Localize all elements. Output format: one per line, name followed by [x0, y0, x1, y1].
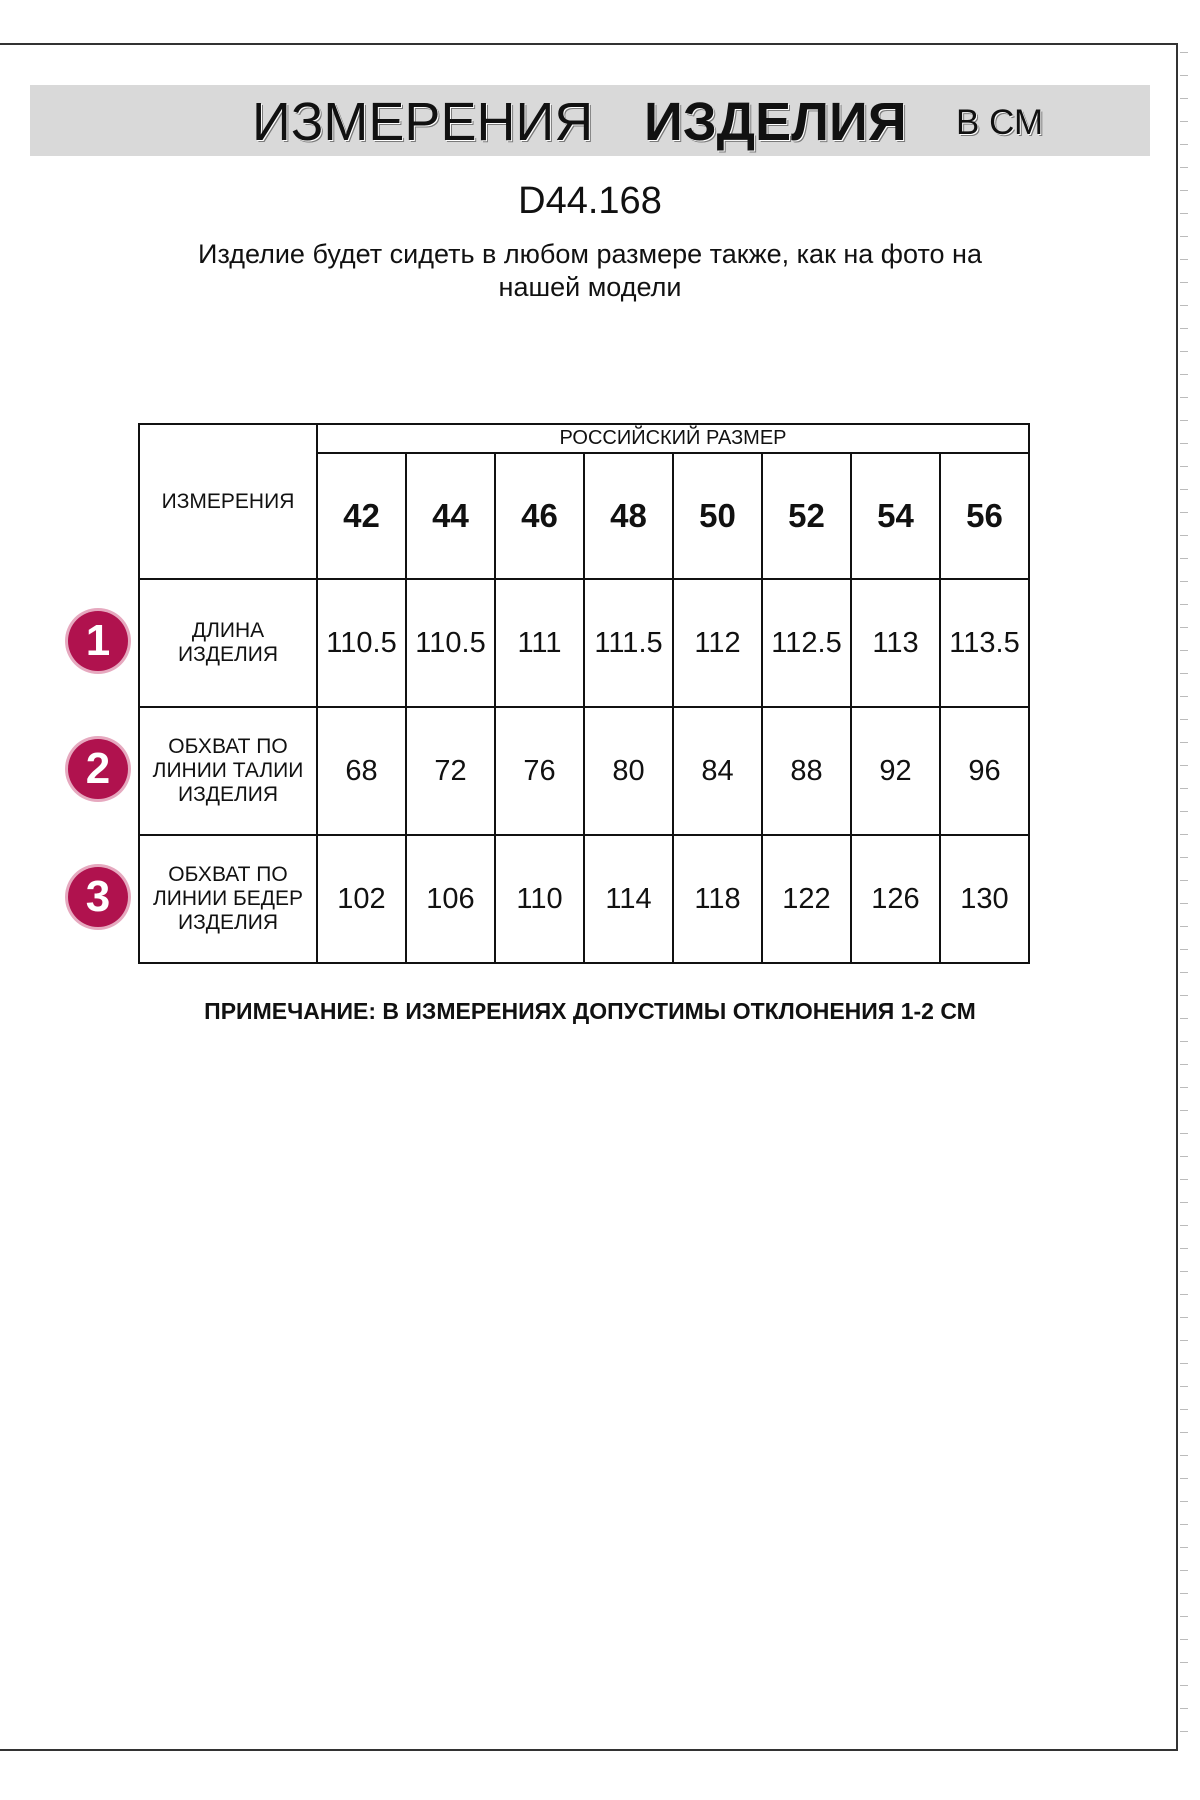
edge-tick — [1180, 1593, 1188, 1594]
edge-tick — [1180, 305, 1188, 306]
size-group-header: РОССИЙСКИЙ РАЗМЕР — [317, 424, 1029, 453]
table-cell: 106 — [406, 835, 495, 963]
table-cell: 80 — [584, 707, 673, 835]
edge-tick — [1180, 1018, 1188, 1019]
edge-tick — [1180, 1271, 1188, 1272]
edge-tick — [1180, 742, 1188, 743]
row-number-badge-1: 1 — [68, 611, 128, 671]
table-cell: 122 — [762, 835, 851, 963]
edge-tick — [1180, 420, 1188, 421]
edge-tick — [1180, 1087, 1188, 1088]
edge-tick — [1180, 1041, 1188, 1042]
edge-tick — [1180, 811, 1188, 812]
edge-tick — [1180, 1294, 1188, 1295]
edge-tick — [1180, 443, 1188, 444]
edge-tick — [1180, 1202, 1188, 1203]
banner-title-product: ИЗДЕЛИЯ — [644, 92, 907, 152]
table-cell: 112.5 — [762, 579, 851, 707]
table-cell: 76 — [495, 707, 584, 835]
edge-tick — [1180, 213, 1188, 214]
edge-tick — [1180, 374, 1188, 375]
table-cell: 126 — [851, 835, 940, 963]
edge-tick — [1180, 1409, 1188, 1410]
size-header: 50 — [673, 453, 762, 579]
article-code: D44.168 — [518, 180, 662, 222]
row-label-waist: ОБХВАТ ПО ЛИНИИ ТАЛИИ ИЗДЕЛИЯ — [139, 707, 317, 835]
edge-tick — [1180, 1156, 1188, 1157]
edge-tick — [1180, 1639, 1188, 1640]
edge-tick — [1180, 972, 1188, 973]
row-label-hips: ОБХВАТ ПО ЛИНИИ БЕДЕР ИЗДЕЛИЯ — [139, 835, 317, 963]
table-cell: 113.5 — [940, 579, 1029, 707]
banner-title-measurements: ИЗМЕРЕНИЯ — [252, 92, 594, 152]
edge-tick — [1180, 351, 1188, 352]
edge-tick — [1180, 489, 1188, 490]
table-row — [139, 579, 1029, 707]
table-row — [139, 707, 1029, 835]
table-cell: 111 — [495, 579, 584, 707]
edge-tick — [1180, 98, 1188, 99]
edge-tick — [1180, 512, 1188, 513]
edge-tick — [1180, 121, 1188, 122]
edge-tick — [1180, 1363, 1188, 1364]
edge-tick — [1180, 673, 1188, 674]
table-cell: 84 — [673, 707, 762, 835]
edge-tick — [1180, 696, 1188, 697]
size-header: 54 — [851, 453, 940, 579]
edge-tick — [1180, 282, 1188, 283]
edge-tick — [1180, 397, 1188, 398]
size-header: 56 — [940, 453, 1029, 579]
table-row — [139, 835, 1029, 963]
edge-tick — [1180, 834, 1188, 835]
table-cell: 102 — [317, 835, 406, 963]
edge-tick — [1180, 1110, 1188, 1111]
edge-tick — [1180, 650, 1188, 651]
edge-tick — [1180, 259, 1188, 260]
edge-tick — [1180, 236, 1188, 237]
table-cell: 112 — [673, 579, 762, 707]
edge-tick — [1180, 75, 1188, 76]
edge-tick — [1180, 880, 1188, 881]
edge-tick — [1180, 1616, 1188, 1617]
edge-tick — [1180, 1064, 1188, 1065]
edge-tick — [1180, 926, 1188, 927]
table-cell: 88 — [762, 707, 851, 835]
header-row-top — [139, 424, 1029, 453]
title-banner — [30, 85, 1150, 156]
table-cell: 114 — [584, 835, 673, 963]
edge-tick — [1180, 52, 1188, 53]
edge-tick — [1180, 1455, 1188, 1456]
table-cell: 111.5 — [584, 579, 673, 707]
edge-tick — [1180, 1731, 1188, 1732]
edge-tick — [1180, 627, 1188, 628]
edge-tick — [1180, 719, 1188, 720]
edge-tick — [1180, 1432, 1188, 1433]
edge-tick — [1180, 190, 1188, 191]
edge-tick — [1180, 581, 1188, 582]
edge-tick — [1180, 1317, 1188, 1318]
edge-tick — [1180, 1340, 1188, 1341]
edge-tick — [1180, 535, 1188, 536]
edge-tick — [1180, 1662, 1188, 1663]
edge-tick — [1180, 1547, 1188, 1548]
edge-tick — [1180, 857, 1188, 858]
edge-tick — [1180, 1248, 1188, 1249]
edge-tick — [1180, 328, 1188, 329]
size-header: 46 — [495, 453, 584, 579]
edge-tick — [1180, 466, 1188, 467]
table-cell: 110.5 — [406, 579, 495, 707]
edge-tick — [1180, 1524, 1188, 1525]
banner-unit: В СМ — [956, 103, 1044, 142]
size-table — [138, 423, 1030, 964]
table-cell: 110 — [495, 835, 584, 963]
table-cell: 118 — [673, 835, 762, 963]
row-label-length: ДЛИНА ИЗДЕЛИЯ — [139, 579, 317, 707]
edge-tick — [1180, 1386, 1188, 1387]
table-cell: 96 — [940, 707, 1029, 835]
edge-tick — [1180, 558, 1188, 559]
fit-subtitle: Изделие будет сидеть в любом размере также, как на фото на нашей модели — [198, 239, 982, 302]
row-number-badge-3: 3 — [68, 867, 128, 927]
size-header: 48 — [584, 453, 673, 579]
edge-tick — [1180, 949, 1188, 950]
edge-tick — [1180, 788, 1188, 789]
table-cell: 110.5 — [317, 579, 406, 707]
table-cell: 68 — [317, 707, 406, 835]
edge-tick — [1180, 167, 1188, 168]
edge-tick — [1180, 144, 1188, 145]
table-cell: 72 — [406, 707, 495, 835]
edge-tick — [1180, 995, 1188, 996]
measure-header: ИЗМЕРЕНИЯ — [139, 424, 317, 579]
edge-tick — [1180, 1478, 1188, 1479]
edge-tick — [1180, 903, 1188, 904]
size-header: 44 — [406, 453, 495, 579]
row-number-badge-2: 2 — [68, 739, 128, 799]
edge-tick — [1180, 1133, 1188, 1134]
edge-tick — [1180, 604, 1188, 605]
edge-tick — [1180, 1179, 1188, 1180]
tolerance-note: ПРИМЕЧАНИЕ: В ИЗМЕРЕНИЯХ ДОПУСТИМЫ ОТКЛОНЕНИЯ 1-2 СМ — [204, 998, 976, 1024]
edge-tick — [1180, 1708, 1188, 1709]
edge-tick — [1180, 1570, 1188, 1571]
size-header: 52 — [762, 453, 851, 579]
table-cell: 130 — [940, 835, 1029, 963]
table-cell: 92 — [851, 707, 940, 835]
edge-tick — [1180, 1501, 1188, 1502]
edge-tick — [1180, 765, 1188, 766]
edge-tick — [1180, 1685, 1188, 1686]
size-header: 42 — [317, 453, 406, 579]
edge-tick — [1180, 1225, 1188, 1226]
table-cell: 113 — [851, 579, 940, 707]
